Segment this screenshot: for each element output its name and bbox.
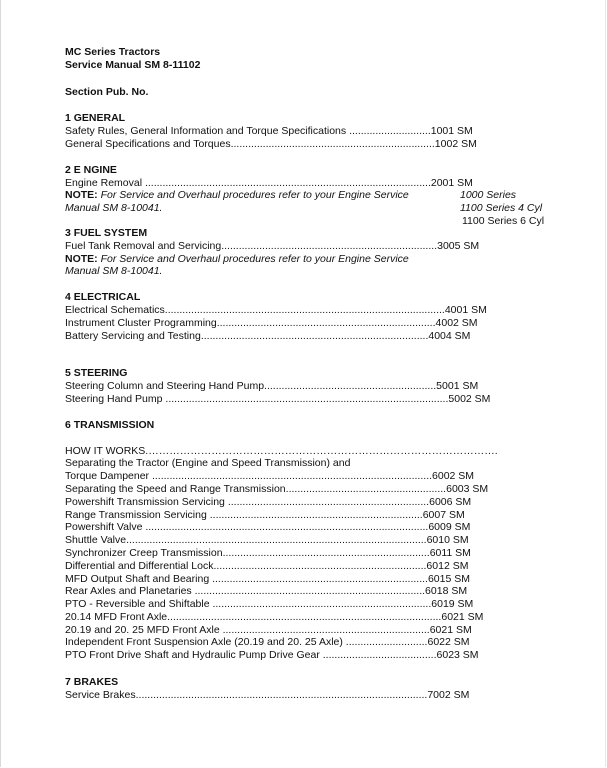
toc-entry[interactable] bbox=[65, 521, 585, 534]
entry-text: Engine Removal bbox=[65, 176, 145, 189]
entry-dots: ................................................................................................. bbox=[145, 521, 429, 534]
toc-entry[interactable] bbox=[65, 317, 585, 330]
entry-code: 2001 SM bbox=[430, 176, 473, 189]
note-body: For Service and Overhaul procedures refer to your Engine Service bbox=[97, 189, 409, 202]
entry-text: Fuel Tank Removal and Servicing bbox=[65, 239, 222, 252]
entry-dots: ............................................................................... bbox=[194, 585, 426, 598]
toc-entry[interactable] bbox=[65, 380, 585, 393]
toc-entry-how-it-works[interactable] bbox=[65, 445, 585, 458]
entry-code: 6015 SM bbox=[427, 572, 470, 585]
entry-dots: ................................................................................................ bbox=[151, 470, 433, 483]
section-title-transmission: 6 TRANSMISSION bbox=[65, 418, 155, 431]
toc-entry[interactable] bbox=[65, 470, 585, 483]
entry-text: Steering Hand Pump bbox=[65, 392, 166, 405]
entry-text: Synchronizer Creep Transmission bbox=[65, 546, 223, 559]
entry-code: 4001 SM bbox=[444, 303, 487, 316]
entry-code: 6022 SM bbox=[427, 636, 470, 649]
note-label: NOTE: bbox=[65, 252, 98, 265]
entry-dots: ....................................................................... bbox=[222, 546, 430, 559]
toc-entry[interactable] bbox=[65, 689, 585, 702]
entry-text: 20.19 and 20. 25 MFD Front Axle bbox=[65, 623, 223, 636]
entry-text: Shuttle Valve bbox=[65, 534, 127, 547]
entry-code: 6021 SM bbox=[441, 610, 484, 623]
entry-text: Independent Front Suspension Axle (20.19 and 20. 25 Axle) bbox=[65, 636, 346, 649]
toc-entry[interactable] bbox=[65, 547, 585, 560]
entry-code: 6003 SM bbox=[446, 482, 489, 495]
entry-dots: .............................................................................. bbox=[200, 329, 429, 342]
fuel-note bbox=[65, 253, 585, 266]
toc-entry[interactable] bbox=[65, 560, 585, 573]
entry-dots: ......................................................................... bbox=[209, 508, 423, 521]
entry-dots: .................................................................................................. bbox=[144, 176, 431, 189]
entry-dots: ................................................................................................ bbox=[164, 303, 445, 316]
entry-dots: .................................................................................................... bbox=[135, 688, 428, 701]
entry-code: 4002 SM bbox=[435, 316, 478, 329]
document-title: MC Series Tractors bbox=[65, 46, 161, 58]
entry-code: 6023 SM bbox=[436, 649, 479, 662]
entry-dots: ................................................................................................. bbox=[165, 392, 449, 405]
section-title-brakes: 7 BRAKES bbox=[65, 676, 119, 689]
entry-code: 1001 SM bbox=[430, 125, 473, 138]
entry-code: 6009 SM bbox=[428, 521, 471, 534]
entry-text: 20.14 MFD Front Axle bbox=[65, 610, 168, 623]
note-label: NOTE: bbox=[65, 189, 98, 202]
entry-dots: .......................................................................... bbox=[221, 239, 438, 252]
entry-dots: ............................ bbox=[349, 125, 431, 138]
entry-text: MFD Output Shaft and Bearing bbox=[65, 572, 213, 585]
toc-entry[interactable] bbox=[65, 598, 585, 611]
entry-code: 6010 SM bbox=[426, 534, 469, 547]
entry-text: PTO - Reversible and Shiftable bbox=[65, 598, 213, 611]
entry-dots: ...................................................................... bbox=[230, 137, 435, 150]
entry-code: 6021 SM bbox=[429, 623, 472, 636]
entry-dots: ....................................................................................................... bbox=[126, 534, 427, 547]
toc-entry[interactable] bbox=[65, 496, 585, 509]
entry-code: 7002 SM bbox=[427, 688, 470, 701]
toc-entry[interactable] bbox=[65, 177, 585, 190]
engine-series-1100-6: 1100 Series 6 Cyl bbox=[462, 214, 545, 227]
section-title-electrical: 4 ELECTRICAL bbox=[65, 291, 141, 304]
entry-text: PTO Front Drive Shaft and Hydraulic Pump Drive Gear bbox=[65, 649, 323, 662]
entry-dots: ....................................................................... bbox=[222, 623, 430, 636]
toc-entry[interactable] bbox=[65, 636, 585, 649]
entry-dots: ........................................................... bbox=[264, 380, 437, 393]
entry-text: Electrical Schematics bbox=[65, 303, 165, 316]
entry-text: Powershift Valve bbox=[65, 521, 146, 534]
entry-code: 6018 SM bbox=[425, 585, 468, 598]
entry-text: Rear Axles and Planetaries bbox=[65, 585, 195, 598]
toc-entry[interactable] bbox=[65, 573, 585, 586]
entry-text: Battery Servicing and Testing bbox=[65, 329, 201, 342]
engine-note-block bbox=[65, 189, 585, 227]
entry-dots: .......................................................................... bbox=[212, 572, 428, 585]
entry-dots: ………………………………………………………………………………………. bbox=[148, 444, 498, 457]
entry-dots: ..................................................................... bbox=[227, 495, 430, 508]
toc-entry[interactable] bbox=[65, 304, 585, 317]
document-content bbox=[65, 46, 585, 702]
entry-dots: ....................................... bbox=[322, 649, 437, 662]
note-body: For Service and Overhaul procedures refer to your Engine Service bbox=[97, 252, 409, 265]
section-pub-heading: Section Pub. No. bbox=[65, 85, 149, 98]
entry-text: Safety Rules, General Information and Torque Specifications bbox=[65, 125, 350, 138]
entry-text: Steering Column and Steering Hand Pump bbox=[65, 380, 265, 393]
toc-entry[interactable] bbox=[65, 138, 585, 151]
toc-entry[interactable] bbox=[65, 509, 585, 522]
entry-text: Range Transmission Servicing bbox=[65, 508, 210, 521]
document-subtitle: Service Manual SM 8-11102 bbox=[65, 58, 201, 71]
toc-entry[interactable] bbox=[65, 611, 585, 624]
entry-dots: ....................................................... bbox=[285, 482, 447, 495]
entry-code: 6011 SM bbox=[429, 546, 471, 559]
entry-code: 4004 SM bbox=[428, 329, 471, 342]
toc-entry[interactable] bbox=[65, 624, 585, 637]
entry-text: Separating the Speed and Range Transmission bbox=[65, 482, 286, 495]
entry-dots: .............................................................................................. bbox=[167, 610, 442, 623]
entry-text: HOW IT WORKS. bbox=[65, 444, 149, 457]
engine-note-line2: Manual SM 8-10041. bbox=[65, 202, 163, 215]
entry-code: 5001 SM bbox=[436, 380, 479, 393]
toc-entry[interactable] bbox=[65, 240, 585, 253]
entry-code: 6019 SM bbox=[431, 598, 474, 611]
toc-entry[interactable] bbox=[65, 585, 585, 598]
entry-code: 6002 SM bbox=[432, 470, 475, 483]
entry-dots: ......................................................................... bbox=[213, 559, 427, 572]
section-title-fuel: 3 FUEL SYSTEM bbox=[65, 226, 148, 239]
entry-text: Separating the Tractor (Engine and Speed Transmission) and bbox=[65, 457, 351, 470]
toc-entry[interactable] bbox=[65, 125, 585, 138]
entry-text: Instrument Cluster Programming bbox=[65, 316, 217, 329]
entry-text: General Specifications and Torques bbox=[65, 137, 231, 150]
section-title-general: 1 GENERAL bbox=[65, 112, 126, 125]
toc-entry[interactable] bbox=[65, 534, 585, 547]
entry-code: 6006 SM bbox=[429, 495, 472, 508]
entry-text: Powershift Transmission Servicing bbox=[65, 495, 228, 508]
entry-dots: ........................................................................... bbox=[216, 316, 436, 329]
engine-series-1000: 1000 Series bbox=[460, 189, 517, 202]
entry-text: Torque Dampener bbox=[65, 470, 152, 483]
entry-code: 5002 SM bbox=[448, 392, 491, 405]
entry-text: Differential and Differential Lock bbox=[65, 559, 214, 572]
entry-text: Service Brakes bbox=[65, 688, 136, 701]
toc-entry[interactable] bbox=[65, 393, 585, 406]
engine-series-1100-4: 1100 Series 4 Cyl bbox=[460, 202, 543, 215]
entry-code: 3005 SM bbox=[437, 239, 480, 252]
section-title-steering: 5 STEERING bbox=[65, 367, 128, 380]
section-title-engine: 2 E NGINE bbox=[65, 163, 117, 176]
toc-entry[interactable] bbox=[65, 457, 585, 470]
toc-entry[interactable] bbox=[65, 483, 585, 496]
entry-code: 6007 SM bbox=[422, 508, 465, 521]
entry-dots: ........................................................................... bbox=[212, 598, 432, 611]
entry-dots: ............................ bbox=[345, 636, 428, 649]
toc-entry[interactable] bbox=[65, 649, 585, 662]
entry-code: 1002 SM bbox=[434, 137, 477, 150]
fuel-note-line2: Manual SM 8-10041. bbox=[65, 265, 163, 278]
toc-entry[interactable] bbox=[65, 330, 585, 343]
entry-code: 6012 SM bbox=[426, 559, 469, 572]
